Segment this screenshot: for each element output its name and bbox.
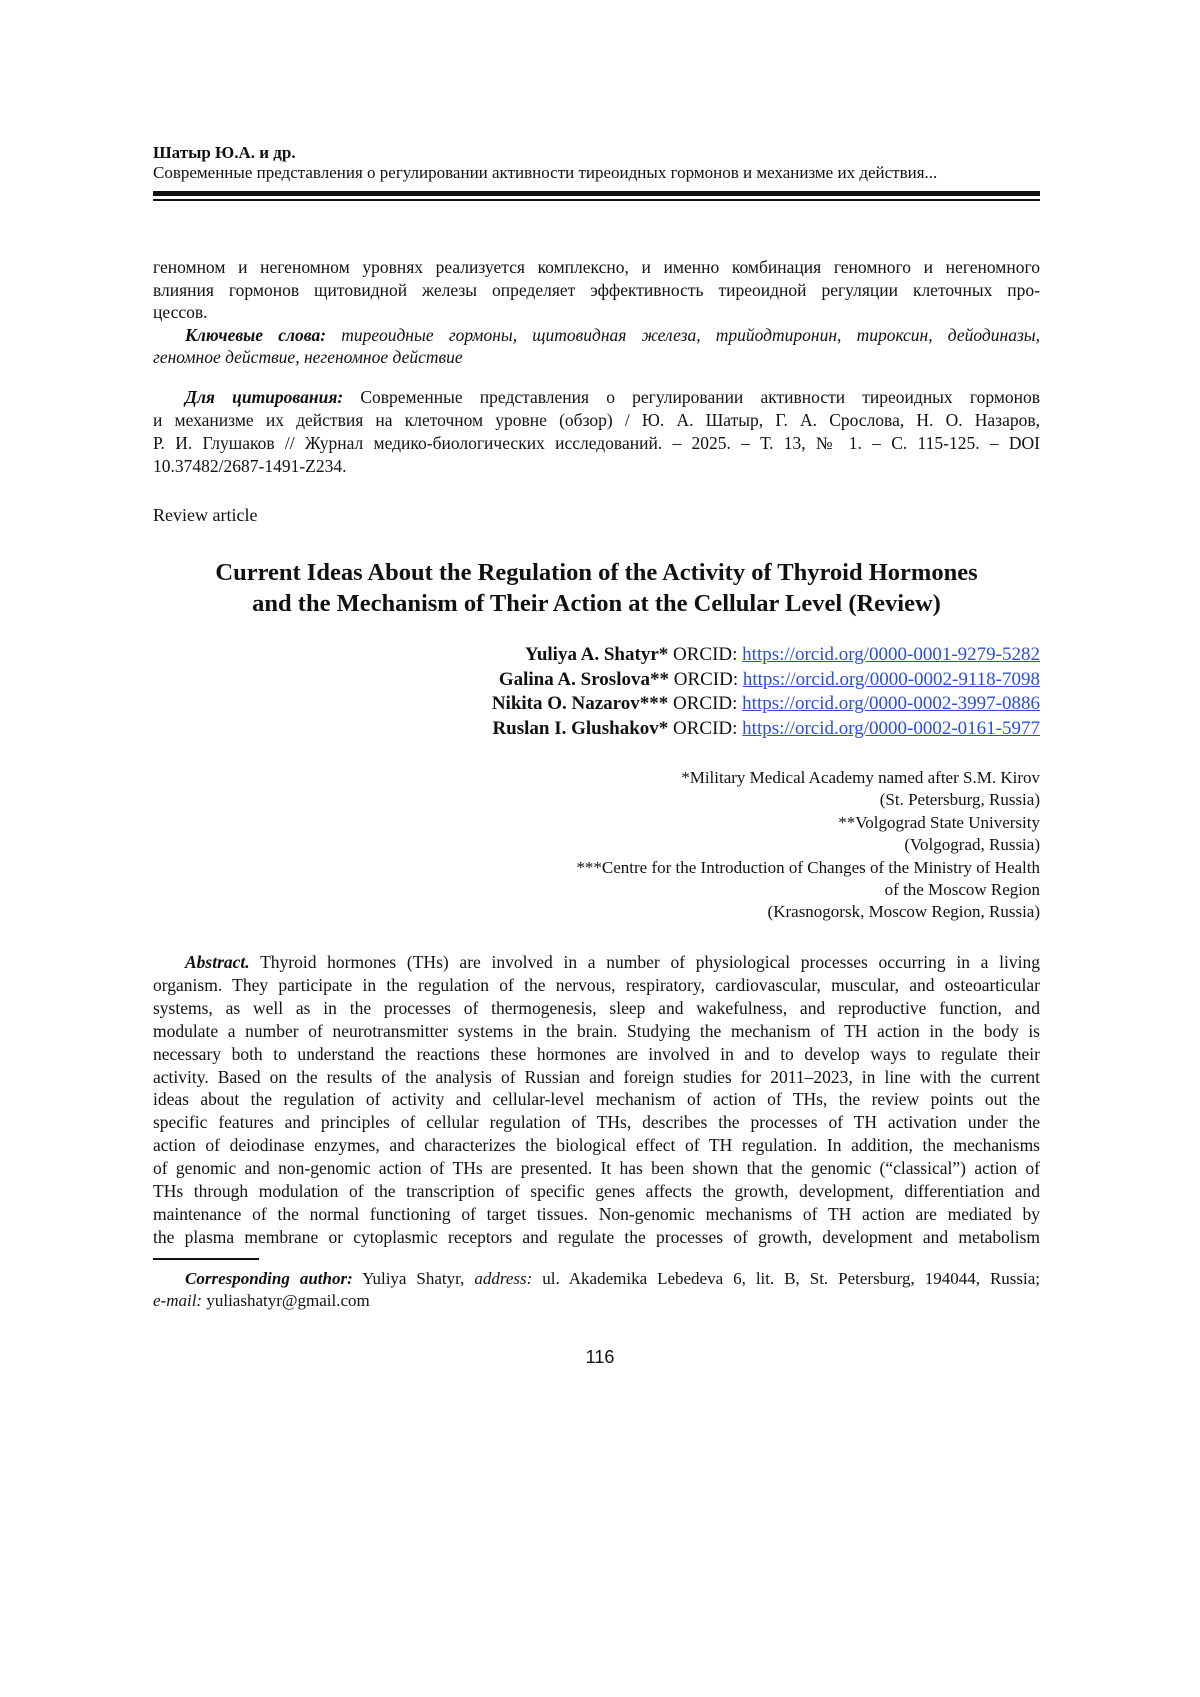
title-line: Current Ideas About the Regulation of the Activity of Thyroid Hormones	[153, 557, 1040, 588]
address-label: address:	[474, 1269, 532, 1288]
abstract-line: the plasma membrane or cytoplasmic receptors and regulate the processes of growth, development and metabolism	[153, 1226, 1040, 1249]
text-line: цессов.	[153, 301, 1040, 324]
keywords-text: геномное действие, негеномное действие	[153, 347, 463, 367]
header-rule-thick	[153, 191, 1040, 196]
orcid-label: ORCID:	[673, 644, 737, 665]
abstract-line: action of deiodinase enzymes, and characterizes the biological effect of TH regulation. In addition, the mechanisms	[153, 1134, 1040, 1157]
orcid-link[interactable]: https://orcid.org/0000-0002-3997-0886	[742, 693, 1040, 714]
author-row	[153, 643, 1040, 668]
running-header-authors: Шатыр Ю.А. и др.	[153, 142, 1040, 163]
citation-line: 10.37482/2687-1491-Z234.	[153, 455, 1040, 478]
author-row	[153, 668, 1040, 693]
abstract-line: organism. They participate in the regulation of the nervous, respiratory, cardiovascular, muscular, and osteoarticular	[153, 974, 1040, 997]
orcid-label: ORCID:	[673, 718, 737, 739]
affiliation-line: of the Moscow Region	[153, 879, 1040, 901]
orcid-link[interactable]: https://orcid.org/0000-0002-0161-5977	[742, 718, 1040, 739]
abstract-line: modulate a number of neurotransmitter systems in the brain. Studying the mechanism of TH action in the body is	[153, 1020, 1040, 1043]
affiliation-line: (St. Petersburg, Russia)	[153, 789, 1040, 811]
abstract-text: Thyroid hormones (THs) are involved in a number of physiological processes occurring in a living	[260, 952, 1040, 972]
affiliation-line: (Volgograd, Russia)	[153, 834, 1040, 856]
affiliation-line: (Krasnogorsk, Moscow Region, Russia)	[153, 901, 1040, 923]
abstract-line: specific features and principles of cellular regulation of THs, describes the processes of TH activation under the	[153, 1111, 1040, 1134]
orcid-link[interactable]: https://orcid.org/0000-0002-9118-7098	[743, 669, 1040, 690]
affiliation-line: *Military Medical Academy named after S.M. Kirov	[153, 767, 1040, 789]
abstract-line: necessary both to understand the reactions these hormones are involved in and to develop ways to regulate their	[153, 1043, 1040, 1066]
keywords-label: Ключевые слова:	[185, 325, 326, 345]
footnote-rule	[153, 1258, 259, 1260]
article-title	[153, 557, 1040, 619]
keywords-text: тиреоидные гормоны, щитовидная железа, трийодтиронин, тироксин, дейодиназы,	[341, 325, 1040, 345]
abstract-line: activity. Based on the results of the analysis of Russian and foreign studies for 2011–2023, in line with the current	[153, 1066, 1040, 1089]
abstract-line: of genomic and non-genomic action of THs are presented. It has been shown that the genomic (“classical”) action of	[153, 1157, 1040, 1180]
email[interactable]: yuliashatyr@gmail.com	[206, 1291, 369, 1310]
header-rule-thin	[153, 199, 1040, 201]
page-number: 116	[0, 1347, 1200, 1368]
russian-abstract-end	[153, 256, 1040, 369]
abstract-line: maintenance of the normal functioning of target tissues. Non-genomic mechanisms of TH action are mediated by	[153, 1203, 1040, 1226]
email-label: e-mail:	[153, 1291, 202, 1310]
citation	[153, 386, 1040, 478]
citation-text: Современные представления о регулировании активности тиреоидных гормонов	[360, 387, 1040, 407]
footnote-label: Corresponding author:	[185, 1269, 353, 1288]
affiliations	[153, 767, 1040, 924]
citation-line: Р. И. Глушаков // Журнал медико-биологических исследований. – 2025. – Т. 13, № 1. – С. 115-125. – DOI	[153, 432, 1040, 455]
abstract-lines	[153, 974, 1040, 1249]
footnote-line	[153, 1290, 1040, 1312]
orcid-link[interactable]: https://orcid.org/0000-0001-9279-5282	[742, 644, 1040, 665]
author-name: Ruslan I. Glushakov*	[492, 718, 668, 739]
address: ul. Akademika Lebedeva 6, lit. B, St. Petersburg, 194044, Russia;	[542, 1269, 1040, 1288]
affiliation-line: ***Centre for the Introduction of Changes of the Ministry of Health	[153, 857, 1040, 879]
running-header-title: Современные представления о регулировании активности тиреоидных гормонов и механизме их действия...	[153, 162, 1040, 183]
author-name: Yuliya A. Shatyr*	[525, 644, 668, 665]
keywords-line	[153, 324, 1040, 347]
title-line: and the Mechanism of Their Action at the Cellular Level (Review)	[153, 588, 1040, 619]
author-list	[153, 643, 1040, 742]
abstract-line: systems, as well as in the processes of thermogenesis, sleep and wakefulness, and reproductive function, and	[153, 997, 1040, 1020]
citation-line: и механизме их действия на клеточном уровне (обзор) / Ю. А. Шатыр, Г. А. Срослова, Н. О. Назаров,	[153, 409, 1040, 432]
footnote-line	[153, 1268, 1040, 1290]
orcid-label: ORCID:	[674, 669, 738, 690]
abstract-line: ideas about the regulation of activity and cellular-level mechanism of action of THs, the review points out the	[153, 1088, 1040, 1111]
orcid-label: ORCID:	[673, 693, 737, 714]
citation-line	[153, 386, 1040, 409]
text-line: влияния гормонов щитовидной железы определяет эффективность тиреоидной регуляции клеточных про-	[153, 279, 1040, 302]
author-row	[153, 692, 1040, 717]
text-line: геномном и негеномном уровнях реализуется комплексно, и именно комбинация геномного и негеномного	[153, 256, 1040, 279]
affiliation-line: **Volgograd State University	[153, 812, 1040, 834]
abstract-line: THs through modulation of the transcription of specific genes affects the growth, development, differentiation and	[153, 1180, 1040, 1203]
author-row	[153, 717, 1040, 742]
keywords-line	[153, 346, 1040, 369]
author-name: Galina A. Sroslova**	[499, 669, 669, 690]
abstract	[153, 951, 1040, 1249]
author-name: Nikita O. Nazarov***	[492, 693, 668, 714]
abstract-line	[153, 951, 1040, 974]
corresponding-author-footnote	[153, 1268, 1040, 1312]
abstract-label: Abstract.	[185, 952, 250, 972]
author-name: Yuliya Shatyr,	[362, 1269, 464, 1288]
citation-label: Для цитирования:	[185, 387, 343, 407]
article-type: Review article	[153, 504, 1040, 526]
